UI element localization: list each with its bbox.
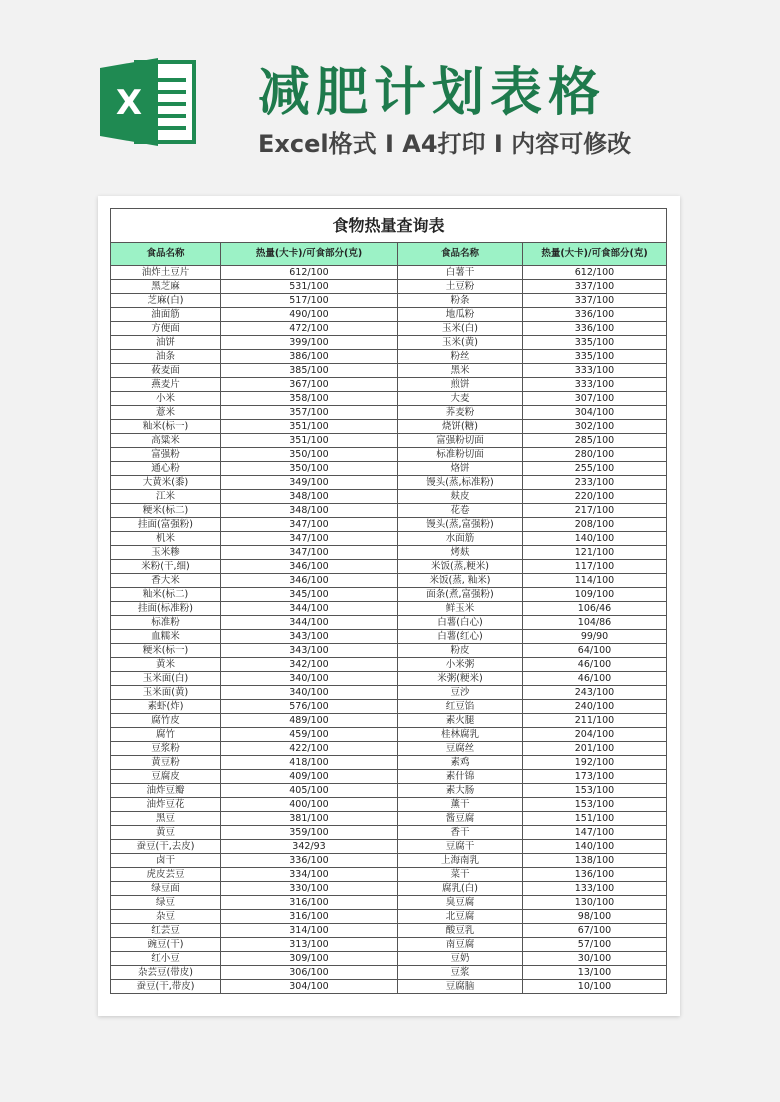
table-row	[111, 952, 667, 966]
table-row	[111, 854, 667, 868]
calorie-cell: 201/100	[523, 742, 667, 756]
calorie-cell: 153/100	[523, 798, 667, 812]
food-name-cell: 上海南乳	[398, 854, 523, 868]
calorie-cell: 306/100	[221, 966, 398, 980]
table-row	[111, 546, 667, 560]
food-name-cell: 馒头(蒸,标准粉)	[398, 476, 523, 490]
food-name-cell: 豆浆粉	[111, 742, 221, 756]
column-header: 食品名称	[398, 243, 523, 266]
table-row	[111, 784, 667, 798]
spreadsheet-page	[98, 196, 680, 1016]
food-name-cell: 豆奶	[398, 952, 523, 966]
calorie-cell: 104/86	[523, 616, 667, 630]
table-row	[111, 560, 667, 574]
food-name-cell: 挂面(标准粉)	[111, 602, 221, 616]
calorie-cell: 400/100	[221, 798, 398, 812]
calorie-cell: 337/100	[523, 294, 667, 308]
calorie-cell: 399/100	[221, 336, 398, 350]
calorie-cell: 367/100	[221, 378, 398, 392]
food-name-cell: 大黄米(黍)	[111, 476, 221, 490]
calorie-cell: 57/100	[523, 938, 667, 952]
calorie-cell: 405/100	[221, 784, 398, 798]
table-row	[111, 266, 667, 280]
calorie-cell: 233/100	[523, 476, 667, 490]
food-name-cell: 豆腐干	[398, 840, 523, 854]
calorie-cell: 192/100	[523, 756, 667, 770]
calorie-cell: 531/100	[221, 280, 398, 294]
food-name-cell: 杂豆	[111, 910, 221, 924]
page-subtitle: Excel格式 I A4打印 I 内容可修改	[258, 130, 632, 158]
food-name-cell: 腐竹皮	[111, 714, 221, 728]
food-name-cell: 红小豆	[111, 952, 221, 966]
table-row	[111, 602, 667, 616]
calorie-cell: 309/100	[221, 952, 398, 966]
table-row	[111, 350, 667, 364]
calorie-cell: 351/100	[221, 420, 398, 434]
calorie-cell: 336/100	[523, 322, 667, 336]
food-name-cell: 标准粉切面	[398, 448, 523, 462]
food-name-cell: 荞麦粉	[398, 406, 523, 420]
food-name-cell: 杂芸豆(带皮)	[111, 966, 221, 980]
table-row	[111, 756, 667, 770]
calorie-cell: 340/100	[221, 672, 398, 686]
table-row	[111, 448, 667, 462]
food-name-cell: 豆沙	[398, 686, 523, 700]
table-row	[111, 322, 667, 336]
food-name-cell: 绿豆	[111, 896, 221, 910]
calorie-cell: 304/100	[523, 406, 667, 420]
calorie-cell: 386/100	[221, 350, 398, 364]
food-name-cell: 黑米	[398, 364, 523, 378]
calorie-cell: 316/100	[221, 896, 398, 910]
table-row	[111, 616, 667, 630]
food-name-cell: 白薯干	[398, 266, 523, 280]
food-name-cell: 虎皮芸豆	[111, 868, 221, 882]
food-name-cell: 豆腐脑	[398, 980, 523, 994]
food-name-cell: 香干	[398, 826, 523, 840]
food-name-cell: 黄豆粉	[111, 756, 221, 770]
calorie-cell: 136/100	[523, 868, 667, 882]
food-name-cell: 素大肠	[398, 784, 523, 798]
food-name-cell: 煎饼	[398, 378, 523, 392]
food-name-cell: 方便面	[111, 322, 221, 336]
food-name-cell: 玉米糁	[111, 546, 221, 560]
calorie-cell: 489/100	[221, 714, 398, 728]
food-name-cell: 酱豆腐	[398, 812, 523, 826]
calorie-cell: 347/100	[221, 532, 398, 546]
food-name-cell: 素什锦	[398, 770, 523, 784]
table-row	[111, 896, 667, 910]
calorie-cell: 117/100	[523, 560, 667, 574]
calorie-cell: 220/100	[523, 490, 667, 504]
food-name-cell: 水面筋	[398, 532, 523, 546]
food-name-cell: 小米粥	[398, 658, 523, 672]
food-name-cell: 白薯(红心)	[398, 630, 523, 644]
table-caption: 食物热量查询表	[111, 209, 667, 243]
food-calorie-table	[110, 208, 667, 994]
food-name-cell: 烙饼	[398, 462, 523, 476]
food-name-cell: 标准粉	[111, 616, 221, 630]
calorie-cell: 342/93	[221, 840, 398, 854]
food-name-cell: 挂面(富强粉)	[111, 518, 221, 532]
food-name-cell: 绿豆面	[111, 882, 221, 896]
calorie-cell: 130/100	[523, 896, 667, 910]
food-name-cell: 红芸豆	[111, 924, 221, 938]
calorie-cell: 285/100	[523, 434, 667, 448]
food-name-cell: 面条(煮,富强粉)	[398, 588, 523, 602]
food-name-cell: 菜干	[398, 868, 523, 882]
calorie-cell: 204/100	[523, 728, 667, 742]
calorie-cell: 359/100	[221, 826, 398, 840]
calorie-cell: 313/100	[221, 938, 398, 952]
food-name-cell: 蚕豆(干,去皮)	[111, 840, 221, 854]
food-name-cell: 血糯米	[111, 630, 221, 644]
excel-logo-letter: X	[115, 83, 143, 123]
food-name-cell: 小米	[111, 392, 221, 406]
table-row	[111, 966, 667, 980]
food-name-cell: 芝麻(白)	[111, 294, 221, 308]
calorie-cell: 98/100	[523, 910, 667, 924]
food-name-cell: 油饼	[111, 336, 221, 350]
food-name-cell: 薰干	[398, 798, 523, 812]
calorie-cell: 240/100	[523, 700, 667, 714]
calorie-cell: 140/100	[523, 840, 667, 854]
calorie-cell: 351/100	[221, 434, 398, 448]
table-row	[111, 406, 667, 420]
excel-logo-icon	[100, 56, 198, 148]
food-name-cell: 黑芝麻	[111, 280, 221, 294]
food-name-cell: 白薯(白心)	[398, 616, 523, 630]
calorie-cell: 99/90	[523, 630, 667, 644]
food-name-cell: 玉米面(黄)	[111, 686, 221, 700]
food-name-cell: 富强粉	[111, 448, 221, 462]
table-row	[111, 700, 667, 714]
calorie-cell: 314/100	[221, 924, 398, 938]
calorie-cell: 336/100	[523, 308, 667, 322]
table-row	[111, 840, 667, 854]
page-title: 减肥计划表格	[258, 63, 607, 123]
calorie-cell: 46/100	[523, 672, 667, 686]
food-name-cell: 米饭(蒸,粳米)	[398, 560, 523, 574]
calorie-cell: 304/100	[221, 980, 398, 994]
calorie-cell: 316/100	[221, 910, 398, 924]
calorie-cell: 350/100	[221, 462, 398, 476]
food-name-cell: 烧饼(糖)	[398, 420, 523, 434]
calorie-cell: 418/100	[221, 756, 398, 770]
calorie-cell: 333/100	[523, 364, 667, 378]
calorie-cell: 346/100	[221, 560, 398, 574]
food-name-cell: 江米	[111, 490, 221, 504]
calorie-cell: 335/100	[523, 336, 667, 350]
table-row	[111, 420, 667, 434]
table-row	[111, 462, 667, 476]
food-name-cell: 豌豆(干)	[111, 938, 221, 952]
food-name-cell: 籼米(标二)	[111, 588, 221, 602]
calorie-cell: 109/100	[523, 588, 667, 602]
calorie-cell: 211/100	[523, 714, 667, 728]
food-name-cell: 油条	[111, 350, 221, 364]
food-name-cell: 豆浆	[398, 966, 523, 980]
food-name-cell: 莜麦面	[111, 364, 221, 378]
calorie-cell: 336/100	[221, 854, 398, 868]
food-name-cell: 烤麸	[398, 546, 523, 560]
calorie-cell: 302/100	[523, 420, 667, 434]
table-row	[111, 280, 667, 294]
calorie-cell: 173/100	[523, 770, 667, 784]
food-name-cell: 粳米(标一)	[111, 644, 221, 658]
table-row	[111, 574, 667, 588]
table-row	[111, 434, 667, 448]
calorie-cell: 409/100	[221, 770, 398, 784]
food-name-cell: 油炸土豆片	[111, 266, 221, 280]
food-name-cell: 豆腐丝	[398, 742, 523, 756]
food-name-cell: 豆腐皮	[111, 770, 221, 784]
calorie-cell: 335/100	[523, 350, 667, 364]
table-row	[111, 672, 667, 686]
calorie-cell: 358/100	[221, 392, 398, 406]
calorie-cell: 67/100	[523, 924, 667, 938]
calorie-cell: 350/100	[221, 448, 398, 462]
calorie-cell: 347/100	[221, 518, 398, 532]
food-name-cell: 粳米(标二)	[111, 504, 221, 518]
food-name-cell: 粉皮	[398, 644, 523, 658]
table-row	[111, 770, 667, 784]
calorie-cell: 612/100	[221, 266, 398, 280]
food-name-cell: 香大米	[111, 574, 221, 588]
calorie-cell: 337/100	[523, 280, 667, 294]
food-name-cell: 黄米	[111, 658, 221, 672]
food-name-cell: 腐乳(白)	[398, 882, 523, 896]
food-name-cell: 油炸豆瓣	[111, 784, 221, 798]
table-row	[111, 728, 667, 742]
table-row	[111, 826, 667, 840]
food-name-cell: 粉丝	[398, 350, 523, 364]
calorie-cell: 472/100	[221, 322, 398, 336]
calorie-cell: 612/100	[523, 266, 667, 280]
table-row	[111, 308, 667, 322]
table-row	[111, 644, 667, 658]
food-name-cell: 燕麦片	[111, 378, 221, 392]
food-name-cell: 南豆腐	[398, 938, 523, 952]
table-row	[111, 630, 667, 644]
calorie-cell: 133/100	[523, 882, 667, 896]
food-name-cell: 粉条	[398, 294, 523, 308]
calorie-cell: 151/100	[523, 812, 667, 826]
table-row	[111, 714, 667, 728]
table-row	[111, 910, 667, 924]
calorie-cell: 344/100	[221, 602, 398, 616]
calorie-cell: 333/100	[523, 378, 667, 392]
calorie-cell: 340/100	[221, 686, 398, 700]
calorie-cell: 490/100	[221, 308, 398, 322]
table-row	[111, 476, 667, 490]
calorie-cell: 344/100	[221, 616, 398, 630]
food-name-cell: 桂林腐乳	[398, 728, 523, 742]
table-row	[111, 938, 667, 952]
calorie-cell: 576/100	[221, 700, 398, 714]
food-name-cell: 机米	[111, 532, 221, 546]
table-row	[111, 868, 667, 882]
food-name-cell: 通心粉	[111, 462, 221, 476]
food-name-cell: 腐竹	[111, 728, 221, 742]
calorie-cell: 357/100	[221, 406, 398, 420]
column-header: 食品名称	[111, 243, 221, 266]
table-row	[111, 378, 667, 392]
table-row	[111, 980, 667, 994]
table-row	[111, 364, 667, 378]
food-name-cell: 黄豆	[111, 826, 221, 840]
table-row	[111, 812, 667, 826]
calorie-cell: 10/100	[523, 980, 667, 994]
calorie-cell: 347/100	[221, 546, 398, 560]
calorie-cell: 348/100	[221, 490, 398, 504]
table-row	[111, 336, 667, 350]
food-name-cell: 素火腿	[398, 714, 523, 728]
calorie-cell: 208/100	[523, 518, 667, 532]
food-name-cell: 米饭(蒸, 籼米)	[398, 574, 523, 588]
food-name-cell: 米粥(粳米)	[398, 672, 523, 686]
column-header: 热量(大卡)/可食部分(克)	[523, 243, 667, 266]
food-name-cell: 素鸡	[398, 756, 523, 770]
food-name-cell: 黑豆	[111, 812, 221, 826]
column-header: 热量(大卡)/可食部分(克)	[221, 243, 398, 266]
table-row	[111, 658, 667, 672]
calorie-cell: 140/100	[523, 532, 667, 546]
food-name-cell: 鲜玉米	[398, 602, 523, 616]
food-name-cell: 玉米(白)	[398, 322, 523, 336]
table-row	[111, 532, 667, 546]
calorie-cell: 517/100	[221, 294, 398, 308]
calorie-cell: 217/100	[523, 504, 667, 518]
calorie-cell: 381/100	[221, 812, 398, 826]
calorie-cell: 153/100	[523, 784, 667, 798]
calorie-cell: 459/100	[221, 728, 398, 742]
food-name-cell: 大麦	[398, 392, 523, 406]
food-name-cell: 素虾(炸)	[111, 700, 221, 714]
calorie-cell: 280/100	[523, 448, 667, 462]
table-header-row	[111, 243, 667, 266]
food-name-cell: 蚕豆(干,带皮)	[111, 980, 221, 994]
calorie-cell: 422/100	[221, 742, 398, 756]
table-row	[111, 882, 667, 896]
food-name-cell: 地瓜粉	[398, 308, 523, 322]
table-row	[111, 588, 667, 602]
table-row	[111, 392, 667, 406]
food-name-cell: 油面筋	[111, 308, 221, 322]
food-name-cell: 酸豆乳	[398, 924, 523, 938]
calorie-cell: 138/100	[523, 854, 667, 868]
table-row	[111, 294, 667, 308]
food-name-cell: 油炸豆花	[111, 798, 221, 812]
calorie-cell: 255/100	[523, 462, 667, 476]
food-name-cell: 高粱米	[111, 434, 221, 448]
table-row	[111, 798, 667, 812]
food-name-cell: 卤干	[111, 854, 221, 868]
calorie-cell: 343/100	[221, 630, 398, 644]
calorie-cell: 330/100	[221, 882, 398, 896]
table-row	[111, 518, 667, 532]
food-name-cell: 花卷	[398, 504, 523, 518]
calorie-cell: 147/100	[523, 826, 667, 840]
food-name-cell: 米粉(干,细)	[111, 560, 221, 574]
food-name-cell: 玉米(黄)	[398, 336, 523, 350]
food-name-cell: 麸皮	[398, 490, 523, 504]
calorie-cell: 30/100	[523, 952, 667, 966]
food-name-cell: 北豆腐	[398, 910, 523, 924]
calorie-cell: 121/100	[523, 546, 667, 560]
food-name-cell: 红豆馅	[398, 700, 523, 714]
food-name-cell: 馒头(蒸,富强粉)	[398, 518, 523, 532]
calorie-cell: 349/100	[221, 476, 398, 490]
calorie-cell: 346/100	[221, 574, 398, 588]
calorie-cell: 385/100	[221, 364, 398, 378]
food-name-cell: 富强粉切面	[398, 434, 523, 448]
table-row	[111, 742, 667, 756]
food-name-cell: 玉米面(白)	[111, 672, 221, 686]
food-name-cell: 薏米	[111, 406, 221, 420]
calorie-cell: 334/100	[221, 868, 398, 882]
calorie-cell: 348/100	[221, 504, 398, 518]
calorie-cell: 13/100	[523, 966, 667, 980]
food-name-cell: 籼米(标一)	[111, 420, 221, 434]
table-row	[111, 924, 667, 938]
calorie-cell: 345/100	[221, 588, 398, 602]
food-name-cell: 臭豆腐	[398, 896, 523, 910]
table-row	[111, 686, 667, 700]
table-row	[111, 504, 667, 518]
calorie-cell: 343/100	[221, 644, 398, 658]
calorie-cell: 307/100	[523, 392, 667, 406]
calorie-cell: 64/100	[523, 644, 667, 658]
food-name-cell: 土豆粉	[398, 280, 523, 294]
calorie-cell: 114/100	[523, 574, 667, 588]
table-row	[111, 490, 667, 504]
calorie-cell: 342/100	[221, 658, 398, 672]
calorie-cell: 46/100	[523, 658, 667, 672]
calorie-cell: 106/46	[523, 602, 667, 616]
table-caption-row	[111, 209, 667, 243]
calorie-cell: 243/100	[523, 686, 667, 700]
